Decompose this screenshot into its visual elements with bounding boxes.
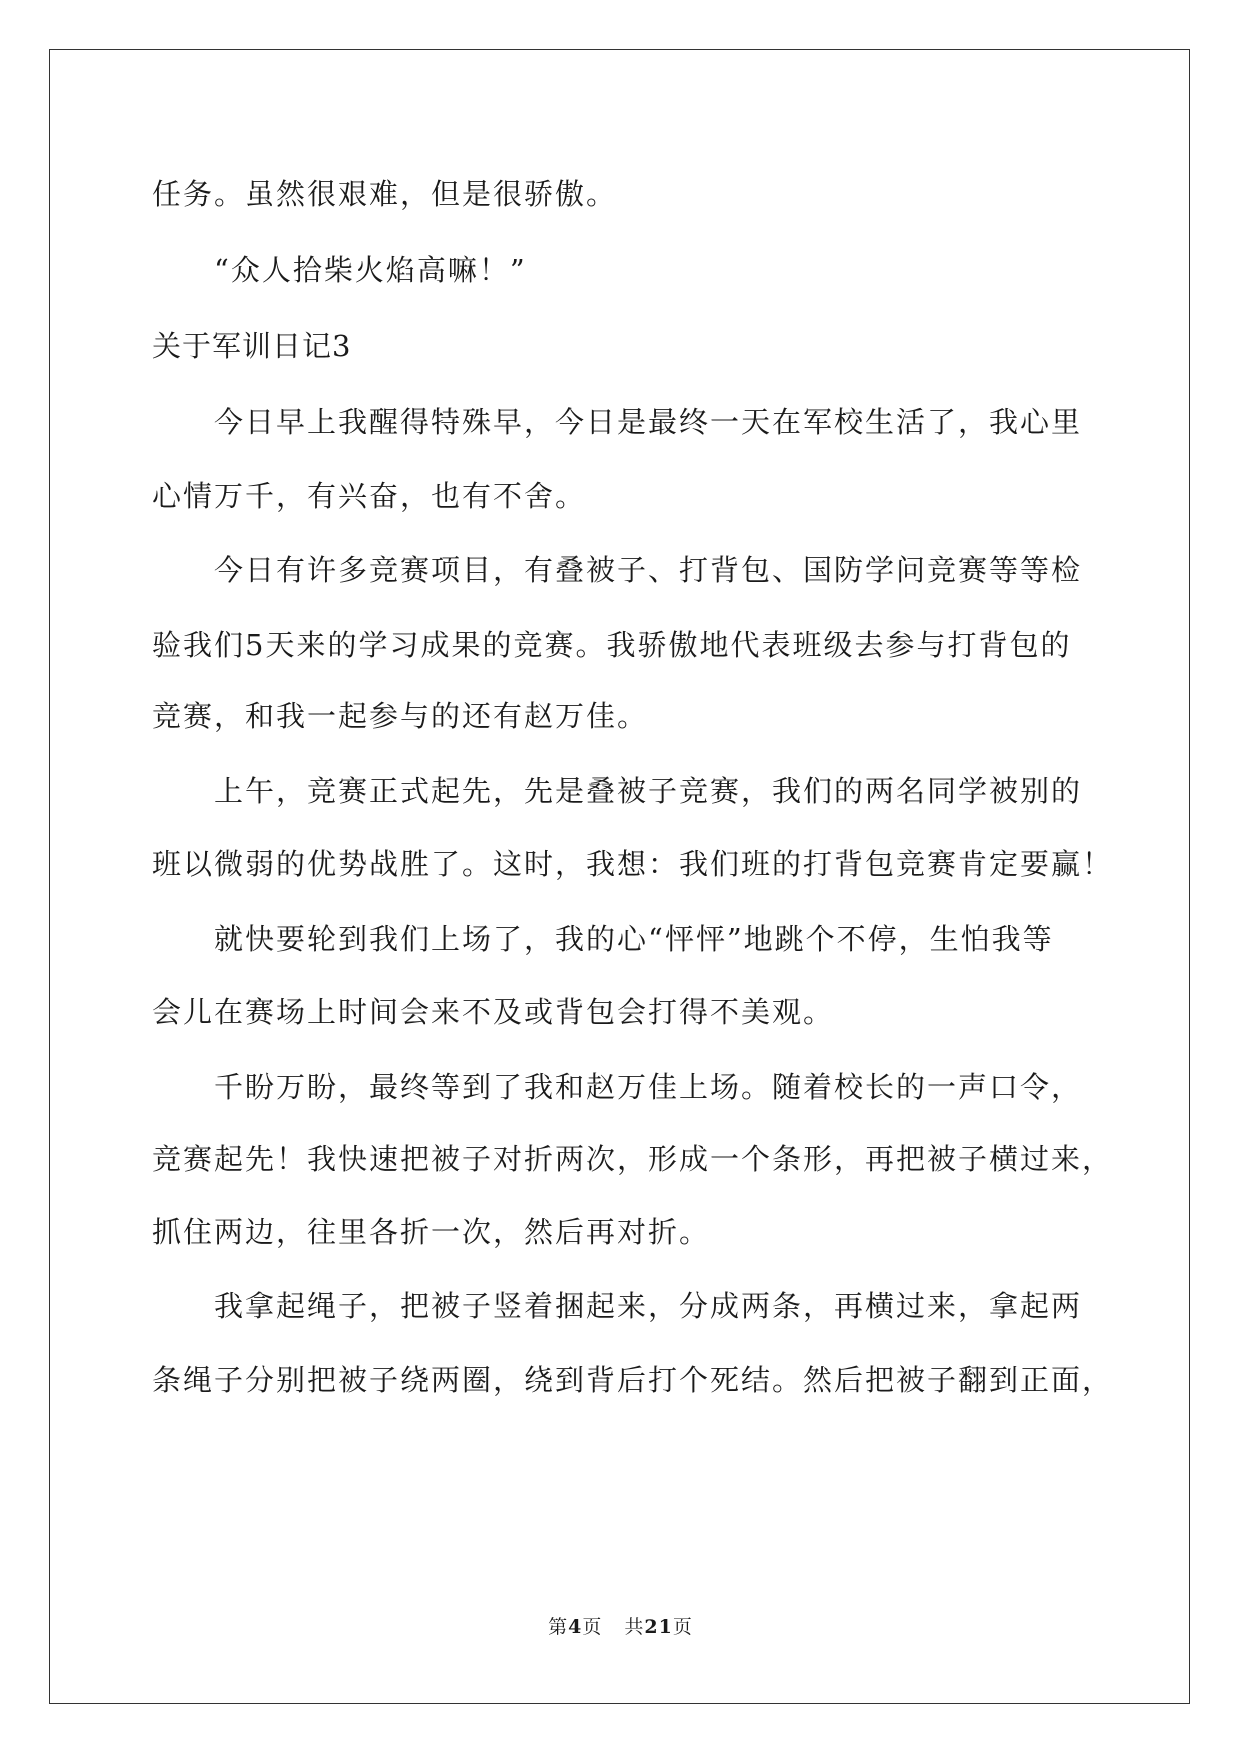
page-suffix: 页 — [582, 1616, 603, 1638]
page-prefix: 第 — [548, 1616, 569, 1638]
page-current: 4 — [568, 1616, 583, 1638]
text-line: 今日早上我醒得特殊早，今日是最终一天在军校生活了，我心里 — [214, 405, 1083, 439]
total-suffix: 页 — [672, 1616, 693, 1638]
quote-line: “众人拾柴火焰高嘛！” — [214, 253, 527, 287]
section-heading: 关于军训日记3 — [152, 329, 352, 363]
text-line: 抓住两边，往里各折一次，然后再对折。 — [152, 1215, 711, 1249]
text-line: 千盼万盼，最终等到了我和赵万佳上场。随着校长的一声口令， — [214, 1070, 1083, 1104]
text-line: 就快要轮到我们上场了，我的心“怦怦”地跳个不停，生怕我等 — [214, 922, 1054, 956]
text-line: 任务。虽然很艰难，但是很骄傲。 — [152, 177, 618, 211]
page-footer — [0, 1612, 1241, 1639]
text-line: 上午，竞赛正式起先，先是叠被子竞赛，我们的两名同学被别的 — [214, 774, 1083, 808]
text-line: 验我们5天来的学习成果的竞赛。我骄傲地代表班级去参与打背包的 — [152, 628, 1072, 662]
total-prefix: 共 — [624, 1616, 645, 1638]
text-line: 班以微弱的优势战胜了。这时，我想：我们班的打背包竞赛肯定要赢！ — [152, 847, 1114, 881]
text-line: 竞赛，和我一起参与的还有赵万佳。 — [152, 699, 649, 733]
text-line: 心情万千，有兴奋，也有不舍。 — [152, 479, 587, 513]
page-total: 21 — [644, 1616, 673, 1638]
text-line: 竞赛起先！我快速把被子对折两次，形成一个条形，再把被子横过来， — [152, 1142, 1114, 1176]
text-line: 今日有许多竞赛项目，有叠被子、打背包、国防学问竞赛等等检 — [214, 553, 1083, 587]
text-line: 会儿在赛场上时间会来不及或背包会打得不美观。 — [152, 995, 835, 1029]
text-line: 我拿起绳子，把被子竖着捆起来，分成两条，再横过来，拿起两 — [214, 1289, 1083, 1323]
text-line: 条绳子分别把被子绕两圈，绕到背后打个死结。然后把被子翻到正面， — [152, 1363, 1114, 1397]
